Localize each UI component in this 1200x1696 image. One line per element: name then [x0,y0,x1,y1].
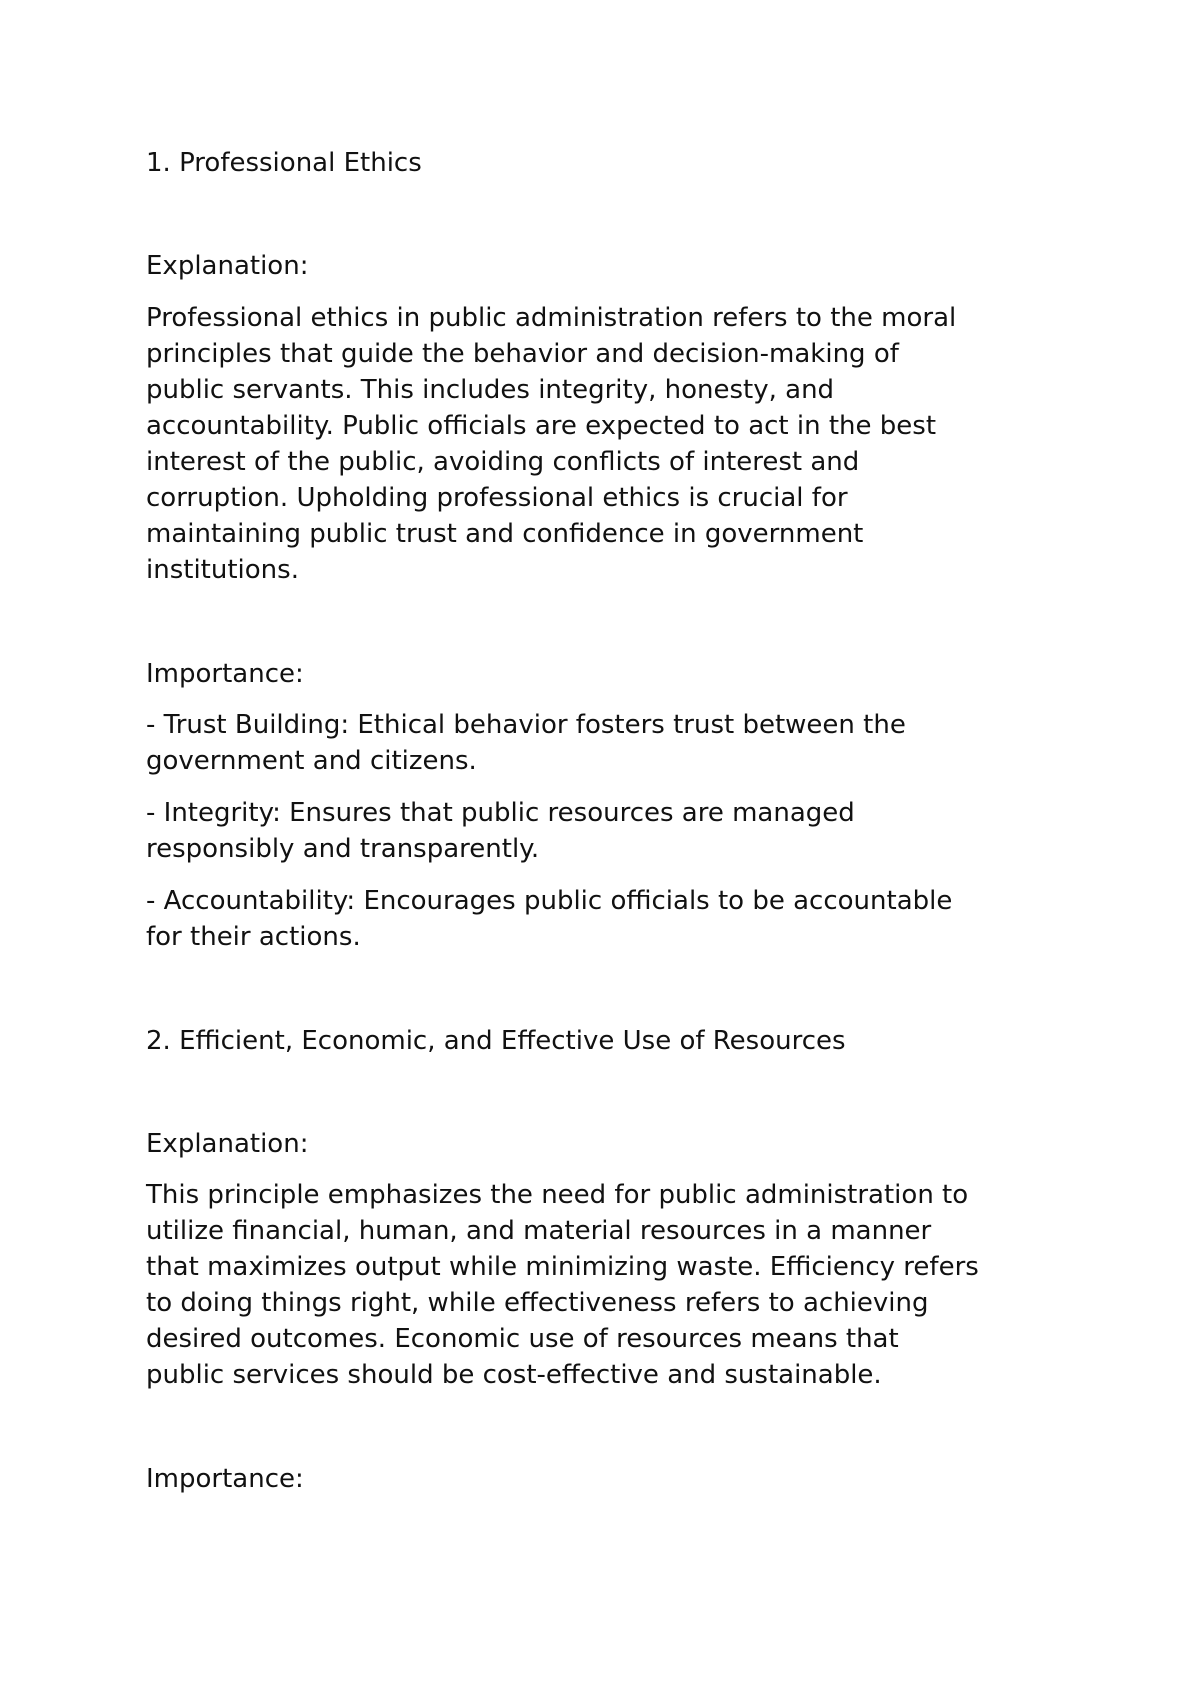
explanation-line: accountability. Public officials are expected to act in the best [146,411,937,441]
explanation-line: interest of the public, avoiding conflicts of interest and [146,447,860,477]
explanation-line: public servants. This includes integrity, honesty, and [146,375,835,405]
explanation-label: Explanation: [146,251,309,281]
explanation-line: public services should be cost-effective and sustainable. [146,1360,882,1390]
importance-item-line: responsibly and transparently. [146,834,540,864]
importance-item-line: government and citizens. [146,746,477,776]
section-heading: 2. Efficient, Economic, and Effective Use of Resources [146,1026,846,1056]
explanation-line: This principle emphasizes the need for public administration to [146,1180,969,1210]
explanation-line: utilize financial, human, and material resources in a manner [146,1216,932,1246]
importance-item-line: - Accountability: Encourages public officials to be accountable [146,886,953,916]
importance-item-line: - Trust Building: Ethical behavior fosters trust between the [146,710,906,740]
explanation-line: maintaining public trust and confidence in government [146,519,864,549]
explanation-line: institutions. [146,555,299,585]
explanation-line: Professional ethics in public administration refers to the moral [146,303,957,333]
explanation-line: to doing things right, while effectiveness refers to achieving [146,1288,929,1318]
importance-label: Importance: [146,659,304,689]
explanation-line: principles that guide the behavior and decision-making of [146,339,899,369]
importance-item-line: - Integrity: Ensures that public resources are managed [146,798,855,828]
explanation-line: corruption. Upholding professional ethics is crucial for [146,483,848,513]
importance-item-line: for their actions. [146,922,361,952]
explanation-line: desired outcomes. Economic use of resources means that [146,1324,899,1354]
explanation-line: that maximizes output while minimizing waste. Efficiency refers [146,1252,979,1282]
explanation-label: Explanation: [146,1129,309,1159]
section-heading: 1. Professional Ethics [146,148,422,178]
importance-label: Importance: [146,1464,304,1494]
